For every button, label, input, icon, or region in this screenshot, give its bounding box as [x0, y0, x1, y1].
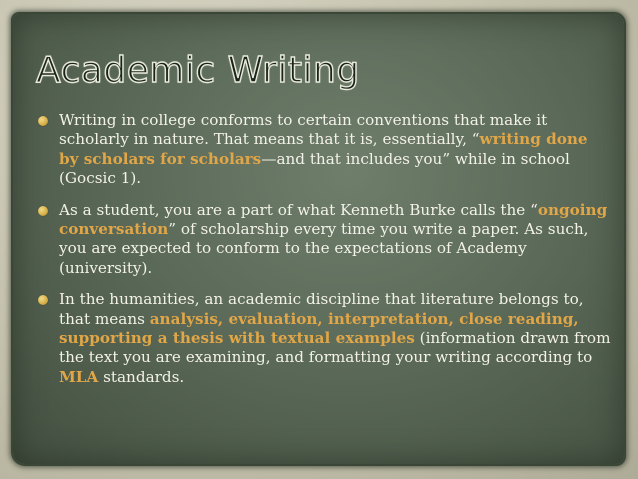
bullet-list	[36, 111, 611, 399]
bullet-dot-icon	[38, 116, 48, 126]
bullet-text: —and that includes you” while in school (Gocsic 1).	[59, 149, 570, 188]
bullet-dot-icon	[38, 206, 48, 216]
bullet-text: (information drawn from the text you are examining, and formatting your writing according to	[59, 329, 611, 367]
bullet-item-ongoing-conversation	[36, 201, 611, 279]
highlight-text: ongoing conversation	[59, 200, 608, 239]
bullet-text: Writing in college conforms to certain conventions that make it scholarly in nature. That means that it is, essentially, “	[59, 111, 548, 149]
highlight-text: writing done by scholars for scholars	[59, 130, 588, 168]
bullet-dot-icon	[38, 295, 48, 305]
bullet-text: As a student, you are a part of what Kenneth Burke calls the “	[59, 200, 538, 219]
bullet-text: ” of scholarship every time you write a paper. As such, you are expected to conform to the expectations of Academy (university).	[59, 220, 589, 277]
bullet-text: In the humanities, an academic discipline that literature belongs to, that means	[59, 290, 584, 328]
highlight-text: MLA	[59, 367, 99, 386]
slide-title: Academic Writing	[36, 50, 360, 91]
bullet-text: standards.	[98, 367, 185, 386]
bullet-item-college-conventions	[36, 111, 611, 189]
highlight-text: analysis, evaluation, interpretation, close reading, supporting a thesis with textual examples	[59, 309, 579, 348]
bullet-item-humanities	[36, 290, 611, 387]
